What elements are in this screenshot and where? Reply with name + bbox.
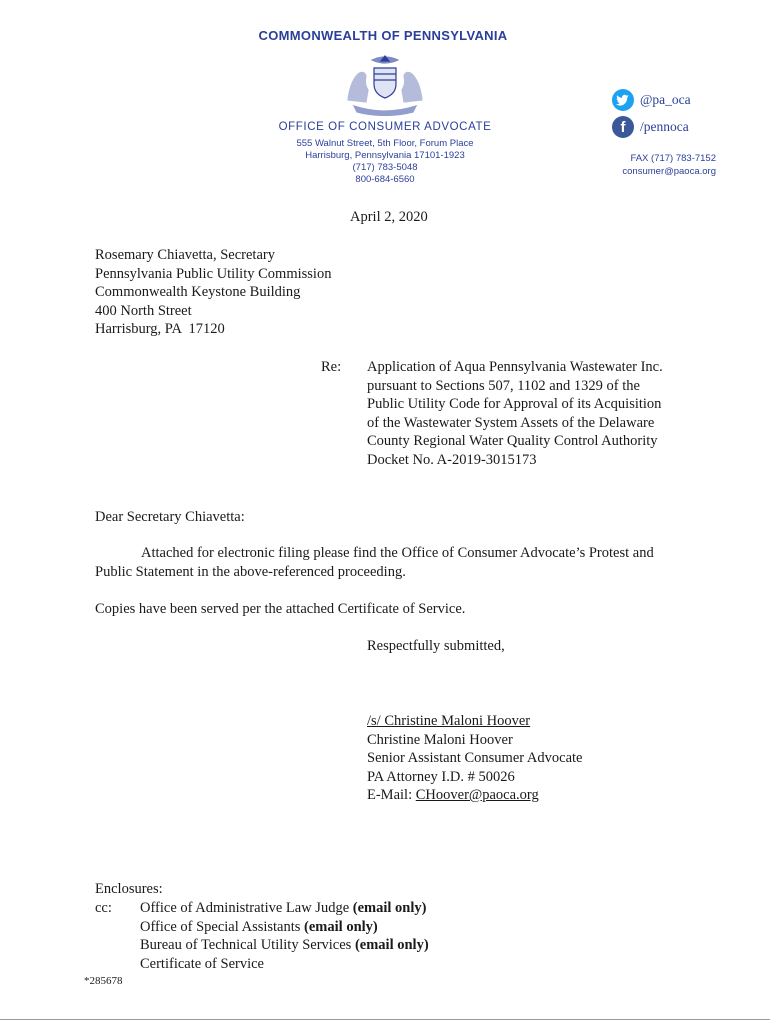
cc-item-name: Bureau of Technical Utility Services (140, 937, 355, 953)
cc-item-note: (email only) (352, 900, 427, 916)
recipient-line: Commonwealth Keystone Building (95, 284, 301, 300)
cc-item-note: (email only) (304, 918, 378, 935)
footer-rule (0, 1019, 770, 1020)
address-line: (717) 783-5048 (352, 162, 418, 173)
recipient-block (95, 246, 331, 339)
cc-item-note: (email only) (354, 937, 429, 953)
recipient-line: Pennsylvania Public Utility Commission (95, 265, 332, 282)
fax-number: FAX (717) 783-7152 (630, 153, 716, 164)
re-label: Re: (321, 359, 342, 375)
facebook-handle-row[interactable] (612, 116, 689, 138)
paragraph-line: Attached for electronic filing please find the Office of Consumer Advocate’s Protest and (141, 545, 654, 561)
paragraph-line: Public Statement in the above-referenced proceeding. (95, 563, 406, 580)
re-line: pursuant to Sections 507, 1102 and 1329 of the (367, 377, 640, 394)
cc-item (140, 918, 429, 937)
twitter-handle-row[interactable] (612, 89, 691, 111)
address-line: 555 Walnut Street, 5th Floor, Forum Place (296, 138, 474, 149)
cc-item-name: Office of Administrative Law Judge (140, 900, 353, 916)
recipient-line: Rosemary Chiavetta, Secretary (95, 247, 275, 263)
facebook-handle[interactable]: /pennoca (640, 119, 689, 134)
re-line: Docket No. A-2019-3015173 (367, 451, 537, 468)
attorney-id: PA Attorney I.D. # 50026 (367, 768, 515, 785)
address-line: Harrisburg, Pennsylvania 17101-1923 (305, 150, 465, 161)
re-line: Public Utility Code for Approval of its Acquisition (367, 396, 662, 412)
recipient-line: Harrisburg, PA 17120 (95, 321, 225, 337)
signature-block (367, 712, 582, 805)
re-subject (367, 358, 663, 469)
office-address (220, 138, 550, 186)
cc-item-name: Certificate of Service (140, 955, 264, 972)
signer-title: Senior Assistant Consumer Advocate (367, 750, 583, 766)
email-label: E-Mail: (367, 787, 416, 803)
electronic-signature: /s/ Christine Maloni Hoover (367, 713, 531, 729)
pennsylvania-seal-icon (338, 52, 432, 116)
signer-email-link[interactable]: CHoover@paoca.org (415, 787, 539, 803)
twitter-icon (612, 89, 634, 111)
cc-item (140, 955, 429, 974)
body-paragraph-1 (95, 544, 654, 581)
org-title: COMMONWEALTH OF PENNSYLVANIA (258, 28, 508, 43)
cc-item (140, 936, 429, 955)
document-id: *285678 (84, 975, 123, 987)
letter-date: April 2, 2020 (350, 209, 428, 225)
twitter-handle[interactable]: @pa_oca (640, 92, 691, 107)
body-paragraph-2: Copies have been served per the attached Certificate of Service. (95, 601, 466, 617)
signer-email-row (367, 786, 582, 805)
salutation: Dear Secretary Chiavetta: (95, 509, 245, 525)
cc-label: cc: (95, 900, 112, 916)
cc-item-name: Office of Special Assistants (140, 918, 305, 935)
contact-email[interactable]: consumer@paoca.org (622, 166, 716, 177)
contact-info (596, 152, 716, 178)
re-line: County Regional Water Quality Control Authority (367, 433, 658, 449)
address-line: 800-684-6560 (355, 174, 415, 185)
signer-name: Christine Maloni Hoover (367, 731, 513, 748)
re-line: of the Wastewater System Assets of the Delaware (367, 414, 655, 431)
facebook-icon: f (612, 116, 634, 138)
re-line: Application of Aqua Pennsylvania Wastewater Inc. (367, 359, 663, 375)
enclosures-label: Enclosures: (95, 881, 163, 897)
cc-item (140, 899, 429, 918)
office-name: OFFICE OF CONSUMER ADVOCATE (278, 121, 492, 133)
closing: Respectfully submitted, (367, 638, 505, 654)
recipient-line: 400 North Street (95, 302, 192, 319)
cc-list (140, 899, 429, 973)
